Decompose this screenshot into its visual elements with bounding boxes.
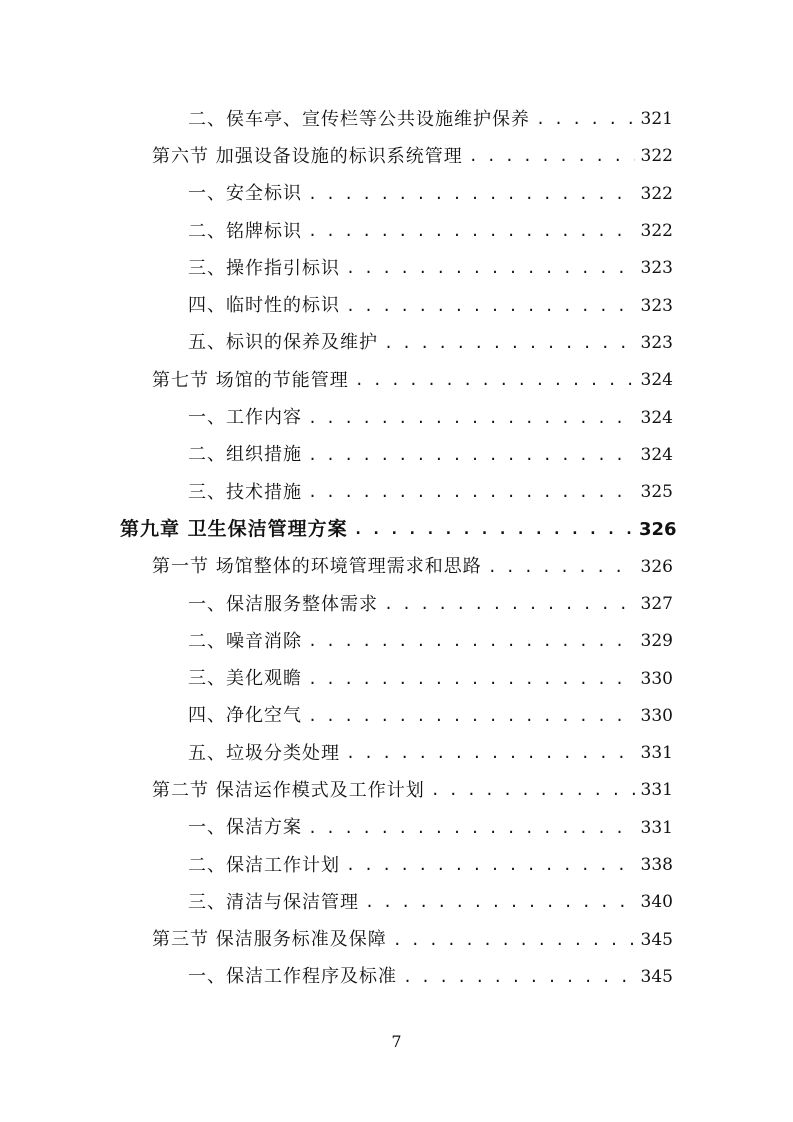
toc-entry-title: 四、净化空气	[188, 705, 302, 727]
toc-entry-title: 第一节 场馆整体的环境管理需求和思路	[152, 556, 482, 578]
toc-dot-leader	[308, 709, 635, 724]
toc-entry-item[interactable]	[0, 213, 793, 250]
toc-entry-page: 326	[640, 556, 673, 577]
toc-entry-item[interactable]	[0, 287, 793, 324]
toc-entry-page: 331	[640, 780, 673, 801]
toc-entry-item[interactable]	[0, 325, 793, 362]
toc-dot-leader	[308, 224, 635, 239]
toc-entry-item[interactable]	[0, 101, 793, 138]
toc-dot-leader	[431, 783, 635, 798]
toc-entry-item[interactable]	[0, 959, 793, 996]
toc-entry-page: 326	[639, 518, 677, 540]
toc-entry-title: 二、噪音消除	[188, 630, 302, 652]
toc-entry-page: 331	[640, 817, 673, 838]
toc-entry-title: 二、侯车亭、宣传栏等公共设施维护保养	[188, 108, 530, 130]
toc-entry-title: 一、保洁方案	[188, 817, 302, 839]
toc-entry-title: 第六节 加强设备设施的标识系统管理	[152, 145, 463, 167]
toc-dot-leader	[308, 821, 635, 836]
toc-entry-page: 345	[640, 929, 673, 950]
toc-entry-title: 第七节 场馆的节能管理	[152, 369, 349, 391]
toc-entry-page: 323	[640, 295, 673, 316]
toc-dot-leader	[384, 336, 635, 351]
toc-entry-title: 二、保洁工作计划	[188, 854, 340, 876]
toc-entry-page: 322	[640, 183, 673, 204]
toc-entry-page: 324	[640, 444, 673, 465]
toc-entry-section[interactable]	[0, 922, 793, 959]
toc-entry-chapter[interactable]	[0, 511, 793, 548]
toc-dot-leader	[346, 858, 635, 873]
toc-entry-section[interactable]	[0, 362, 793, 399]
toc-entry-item[interactable]	[0, 586, 793, 623]
toc-entry-item[interactable]	[0, 176, 793, 213]
toc-entry-item[interactable]	[0, 250, 793, 287]
toc-entry-page: 338	[640, 855, 673, 876]
toc-dot-leader	[393, 933, 635, 948]
toc-entry-item[interactable]	[0, 660, 793, 697]
toc-entry-page: 323	[640, 258, 673, 279]
toc-entry-item[interactable]	[0, 623, 793, 660]
toc-entry-title: 第二节 保洁运作模式及工作计划	[152, 779, 425, 801]
toc-entry-page: 323	[640, 332, 673, 353]
toc-dot-leader	[354, 522, 635, 537]
toc-entry-section[interactable]	[0, 549, 793, 586]
toc-entry-item[interactable]	[0, 399, 793, 436]
toc-entry-item[interactable]	[0, 884, 793, 921]
toc-dot-leader	[403, 970, 635, 985]
toc-entry-item[interactable]	[0, 810, 793, 847]
toc-dot-leader	[346, 746, 635, 761]
toc-entry-item[interactable]	[0, 698, 793, 735]
toc-dot-leader	[469, 149, 635, 164]
table-of-contents	[0, 101, 793, 996]
toc-dot-leader	[346, 261, 635, 276]
toc-entry-title: 四、临时性的标识	[188, 295, 340, 317]
toc-entry-section[interactable]	[0, 138, 793, 175]
toc-entry-title: 三、清洁与保洁管理	[188, 891, 359, 913]
toc-dot-leader	[308, 411, 635, 426]
toc-entry-page: 329	[640, 631, 673, 652]
toc-entry-item[interactable]	[0, 474, 793, 511]
toc-entry-page: 345	[640, 966, 673, 987]
toc-entry-page: 325	[640, 482, 673, 503]
toc-entry-title: 五、标识的保养及维护	[188, 332, 378, 354]
toc-entry-page: 330	[640, 668, 673, 689]
toc-dot-leader	[308, 485, 635, 500]
toc-entry-title: 第九章 卫生保洁管理方案	[120, 518, 348, 541]
toc-entry-page: 322	[640, 146, 673, 167]
toc-dot-leader	[308, 187, 635, 202]
toc-entry-title: 二、铭牌标识	[188, 220, 302, 242]
toc-entry-item[interactable]	[0, 847, 793, 884]
toc-entry-title: 二、组织措施	[188, 444, 302, 466]
toc-dot-leader	[346, 299, 635, 314]
toc-entry-title: 三、技术措施	[188, 481, 302, 503]
toc-dot-leader	[308, 672, 635, 687]
toc-entry-section[interactable]	[0, 772, 793, 809]
toc-entry-page: 327	[640, 594, 673, 614]
toc-dot-leader	[384, 597, 635, 612]
toc-entry-title: 一、安全标识	[188, 183, 302, 205]
toc-dot-leader	[308, 448, 635, 463]
toc-entry-title: 三、美化观瞻	[188, 668, 302, 690]
toc-dot-leader	[536, 112, 635, 127]
toc-dot-leader	[365, 895, 635, 910]
toc-entry-title: 一、保洁服务整体需求	[188, 593, 378, 615]
toc-entry-page: 331	[640, 743, 673, 764]
toc-entry-title: 五、垃圾分类处理	[188, 742, 340, 764]
toc-entry-page: 322	[640, 221, 673, 242]
toc-dot-leader	[488, 560, 635, 575]
toc-entry-page: 330	[640, 705, 673, 726]
toc-entry-item[interactable]	[0, 437, 793, 474]
toc-entry-page: 324	[640, 370, 673, 391]
toc-entry-title: 一、工作内容	[188, 407, 302, 429]
toc-entry-page: 340	[640, 892, 673, 913]
toc-dot-leader	[355, 373, 635, 388]
toc-entry-title: 三、操作指引标识	[188, 257, 340, 279]
toc-entry-item[interactable]	[0, 735, 793, 772]
toc-entry-page: 324	[640, 407, 673, 428]
toc-entry-title: 第三节 保洁服务标准及保障	[152, 929, 387, 951]
toc-dot-leader	[308, 634, 635, 649]
page-number: 7	[391, 1032, 402, 1051]
toc-entry-page: 321	[640, 109, 673, 130]
toc-entry-title: 一、保洁工作程序及标准	[188, 966, 397, 988]
